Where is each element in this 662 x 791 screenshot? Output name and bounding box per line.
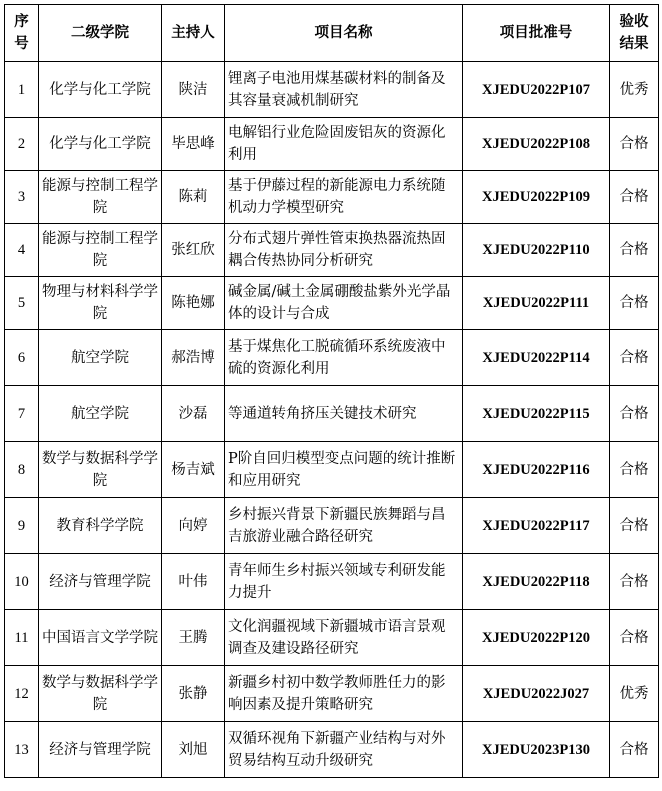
table-row: [5, 666, 659, 722]
cell-result: 合格: [610, 610, 659, 666]
cell-approval-number: XJEDU2023P130: [463, 722, 610, 778]
cell-project-name: 碱金属/碱土金属硼酸盐紫外光学晶体的设计与合成: [225, 277, 463, 330]
table-row: [5, 610, 659, 666]
cell-number: 12: [5, 666, 39, 722]
cell-school: 能源与控制工程学院: [39, 224, 162, 277]
cell-result: 合格: [610, 171, 659, 224]
cell-project-name: 分布式翅片弹性管束换热器流热固耦合传热协同分析研究: [225, 224, 463, 277]
cell-project-name: 锂离子电池用煤基碳材料的制备及其容量衰减机制研究: [225, 62, 463, 118]
cell-number: 9: [5, 498, 39, 554]
cell-host: 刘旭: [162, 722, 225, 778]
header-no: 序号: [5, 5, 39, 62]
table-body: [5, 62, 659, 778]
project-acceptance-table: [4, 4, 659, 778]
cell-result: 合格: [610, 442, 659, 498]
cell-host: 沙磊: [162, 386, 225, 442]
cell-host: 向婷: [162, 498, 225, 554]
cell-school: 经济与管理学院: [39, 554, 162, 610]
cell-school: 能源与控制工程学院: [39, 171, 162, 224]
cell-result: 合格: [610, 498, 659, 554]
table-row: [5, 554, 659, 610]
table-row: [5, 171, 659, 224]
cell-number: 1: [5, 62, 39, 118]
header-school: 二级学院: [39, 5, 162, 62]
table-header-row: [5, 5, 659, 62]
cell-project-name: 新疆乡村初中数学教师胜任力的影响因素及提升策略研究: [225, 666, 463, 722]
cell-school: 数学与数据科学学院: [39, 666, 162, 722]
cell-approval-number: XJEDU2022J027: [463, 666, 610, 722]
cell-approval-number: XJEDU2022P108: [463, 118, 610, 171]
cell-project-name: 等通道转角挤压关键技术研究: [225, 386, 463, 442]
cell-number: 8: [5, 442, 39, 498]
cell-project-name: 双循环视角下新疆产业结构与对外贸易结构互动升级研究: [225, 722, 463, 778]
table-row: [5, 386, 659, 442]
cell-school: 教育科学学院: [39, 498, 162, 554]
cell-school: 化学与化工学院: [39, 118, 162, 171]
table-row: [5, 722, 659, 778]
table-row: [5, 498, 659, 554]
cell-host: 王腾: [162, 610, 225, 666]
cell-number: 11: [5, 610, 39, 666]
cell-project-name: 电解铝行业危险固废铝灰的资源化利用: [225, 118, 463, 171]
cell-number: 2: [5, 118, 39, 171]
cell-result: 合格: [610, 554, 659, 610]
cell-approval-number: XJEDU2022P114: [463, 330, 610, 386]
cell-project-name: 文化润疆视域下新疆城市语言景观调查及建设路径研究: [225, 610, 463, 666]
cell-approval-number: XJEDU2022P107: [463, 62, 610, 118]
cell-school: 物理与材料科学学院: [39, 277, 162, 330]
cell-school: 经济与管理学院: [39, 722, 162, 778]
cell-school: 航空学院: [39, 330, 162, 386]
header-project-name: 项目名称: [225, 5, 463, 62]
table-row: [5, 277, 659, 330]
cell-number: 6: [5, 330, 39, 386]
cell-approval-number: XJEDU2022P111: [463, 277, 610, 330]
cell-number: 7: [5, 386, 39, 442]
cell-result: 合格: [610, 277, 659, 330]
cell-host: 张红欣: [162, 224, 225, 277]
cell-host: 张静: [162, 666, 225, 722]
cell-approval-number: XJEDU2022P109: [463, 171, 610, 224]
table-row: [5, 442, 659, 498]
cell-result: 合格: [610, 224, 659, 277]
cell-result: 优秀: [610, 666, 659, 722]
cell-number: 4: [5, 224, 39, 277]
cell-approval-number: XJEDU2022P120: [463, 610, 610, 666]
cell-host: 杨吉斌: [162, 442, 225, 498]
cell-approval-number: XJEDU2022P116: [463, 442, 610, 498]
cell-approval-number: XJEDU2022P118: [463, 554, 610, 610]
cell-approval-number: XJEDU2022P115: [463, 386, 610, 442]
table-row: [5, 224, 659, 277]
cell-project-name: 青年师生乡村振兴领域专利研发能力提升: [225, 554, 463, 610]
cell-project-name: 基于伊藤过程的新能源电力系统随机动力学模型研究: [225, 171, 463, 224]
header-approval-number: 项目批准号: [463, 5, 610, 62]
header-result: 验收结果: [610, 5, 659, 62]
table-row: [5, 330, 659, 386]
cell-school: 数学与数据科学学院: [39, 442, 162, 498]
cell-host: 陕洁: [162, 62, 225, 118]
table-row: [5, 118, 659, 171]
cell-number: 10: [5, 554, 39, 610]
cell-result: 合格: [610, 722, 659, 778]
cell-host: 郝浩博: [162, 330, 225, 386]
cell-number: 13: [5, 722, 39, 778]
cell-approval-number: XJEDU2022P110: [463, 224, 610, 277]
cell-number: 3: [5, 171, 39, 224]
cell-host: 叶伟: [162, 554, 225, 610]
header-host: 主持人: [162, 5, 225, 62]
cell-host: 陈艳娜: [162, 277, 225, 330]
cell-host: 毕思峰: [162, 118, 225, 171]
cell-result: 合格: [610, 330, 659, 386]
cell-project-name: P阶自回归模型变点问题的统计推断和应用研究: [225, 442, 463, 498]
cell-host: 陈莉: [162, 171, 225, 224]
cell-result: 合格: [610, 118, 659, 171]
cell-result: 优秀: [610, 62, 659, 118]
cell-number: 5: [5, 277, 39, 330]
table-row: [5, 62, 659, 118]
cell-approval-number: XJEDU2022P117: [463, 498, 610, 554]
cell-project-name: 基于煤焦化工脱硫循环系统废液中硫的资源化利用: [225, 330, 463, 386]
cell-school: 中国语言文学学院: [39, 610, 162, 666]
cell-project-name: 乡村振兴背景下新疆民族舞蹈与昌吉旅游业融合路径研究: [225, 498, 463, 554]
cell-school: 化学与化工学院: [39, 62, 162, 118]
cell-school: 航空学院: [39, 386, 162, 442]
cell-result: 合格: [610, 386, 659, 442]
